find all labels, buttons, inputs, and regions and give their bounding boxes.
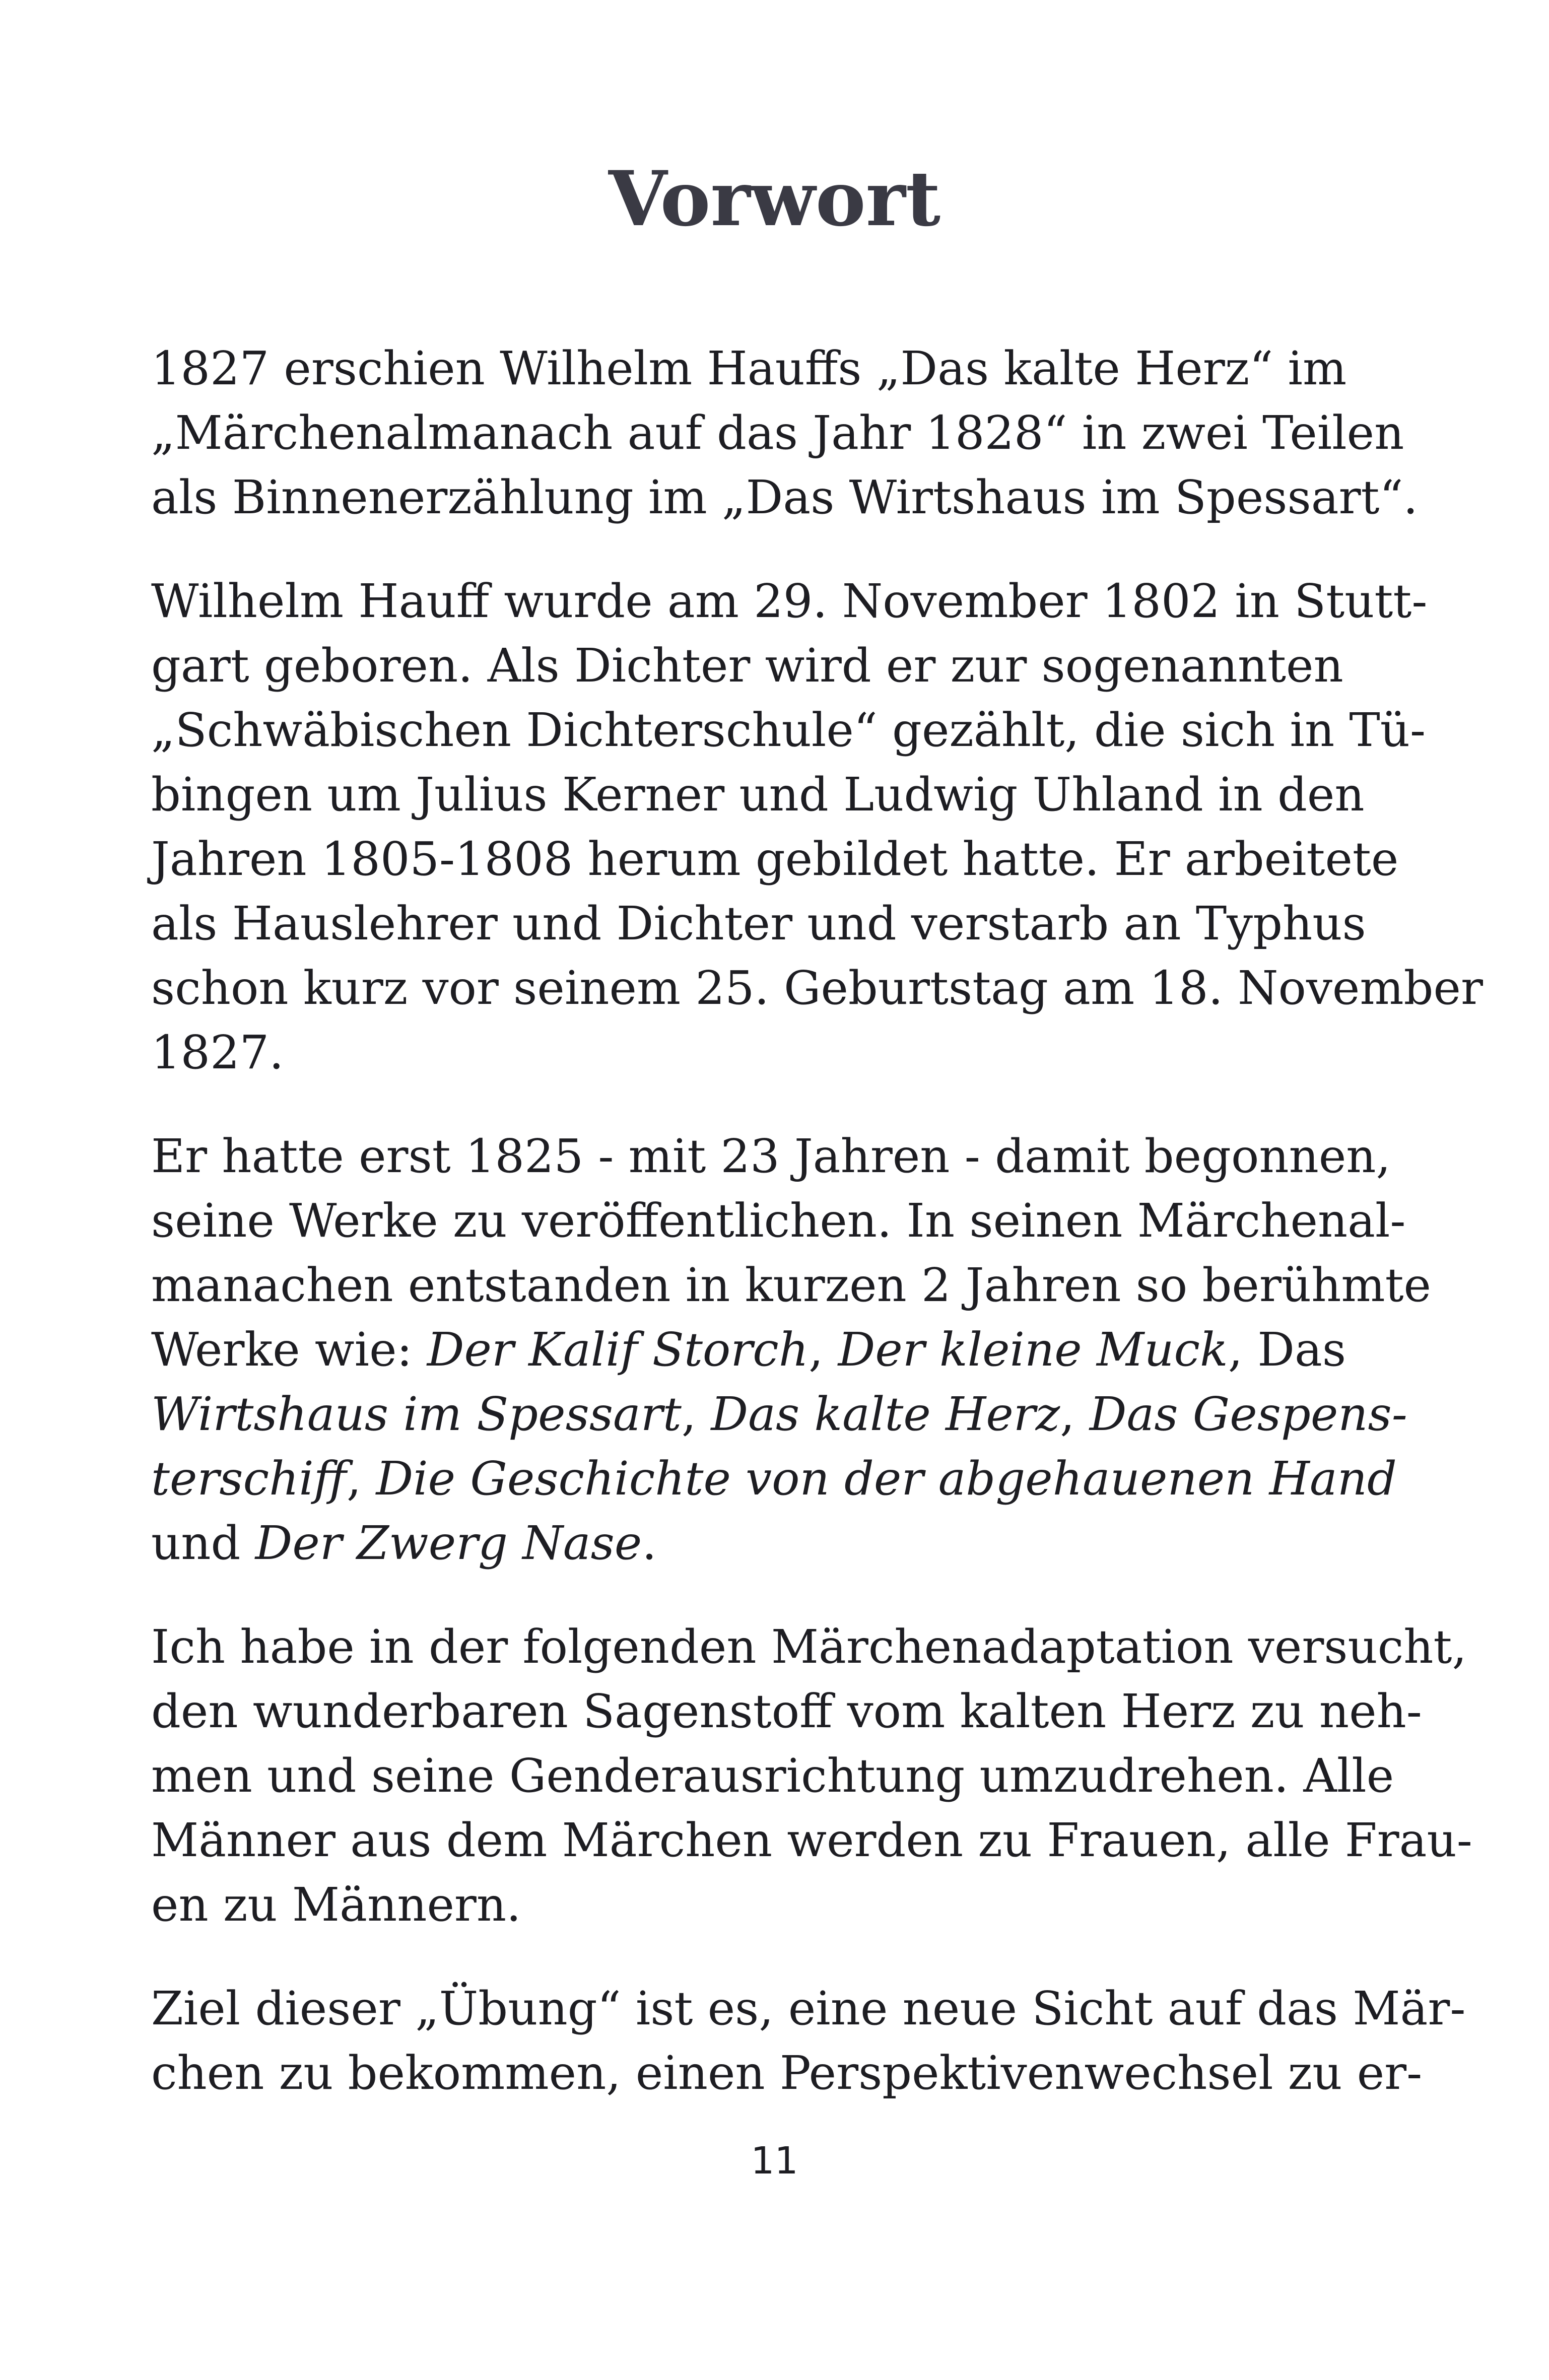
work-title: Die Geschichte von der abgehauenen Hand [376, 1452, 1397, 1506]
text-segment: 1827 erschien Wilhelm Hauffs „Das kalte Herz“ im [151, 342, 1347, 395]
text-segment: den wunderbaren Sagenstoff vom kalten Herz zu neh- [151, 1684, 1422, 1738]
text-segment: als Hauslehrer und Dichter und verstarb an Typhus [151, 897, 1366, 950]
text-line [151, 1679, 1422, 1744]
text-segment: , Das [1228, 1323, 1346, 1377]
text-segment: und [151, 1516, 255, 1570]
text-segment: Wilhelm Hauff wurde am 29. November 1802 in Stutt- [151, 574, 1428, 628]
paragraph [151, 1615, 1472, 1937]
text-segment: „Märchenalmanach auf das Jahr 1828“ in zwei Teilen [151, 406, 1404, 460]
text-line [151, 956, 1483, 1021]
text-line [151, 465, 1418, 530]
work-title: Der kleine Muck [838, 1323, 1228, 1377]
work-title: Das Gespens- [1089, 1387, 1407, 1441]
text-segment: „Schwäbischen Dichterschule“ gezählt, die sich in Tü- [151, 703, 1426, 757]
text-line [151, 401, 1404, 465]
text-line [151, 2041, 1423, 2105]
work-title: Das kalte Herz [711, 1387, 1060, 1441]
text-segment: . [642, 1516, 657, 1570]
text-segment: gart geboren. Als Dichter wird er zur sogenannten [151, 639, 1343, 693]
paragraph [151, 569, 1483, 1085]
text-segment: Ich habe in der folgenden Märchenadaptation versucht, [151, 1620, 1467, 1674]
text-line [151, 1253, 1432, 1318]
text-line [151, 1511, 1400, 1576]
text-segment: , [681, 1387, 711, 1441]
text-segment: chen zu bekommen, einen Perspektivenwechsel zu er- [151, 2046, 1423, 2100]
page-number: 11 [751, 2139, 798, 2183]
text-line [151, 336, 1400, 401]
text-line [151, 1189, 1406, 1253]
text-segment: schon kurz vor seinem 25. Geburtstag am 18. November [151, 961, 1483, 1015]
text-line [151, 892, 1400, 956]
paragraph [151, 1977, 1466, 2105]
work-title: terschiff [151, 1452, 347, 1506]
text-segment: men und seine Genderausrichtung umzudrehen. Alle [151, 1749, 1394, 1803]
text-line [151, 698, 1426, 763]
text-segment: seine Werke zu veröffentlichen. In seinen Märchenal- [151, 1194, 1406, 1248]
text-line [151, 634, 1400, 698]
body-text [151, 336, 1483, 2145]
text-segment: manachen entstanden in kurzen 2 Jahren so berühmte [151, 1258, 1432, 1312]
text-line [151, 1615, 1467, 1679]
text-segment: Werke wie: [151, 1323, 427, 1377]
text-line [151, 1744, 1400, 1808]
text-segment: , [347, 1452, 376, 1506]
text-line [151, 1873, 1400, 1937]
text-segment: , [809, 1323, 838, 1377]
text-segment: bingen um Julius Kerner und Ludwig Uhland in den [151, 768, 1365, 822]
text-segment: als Binnenerzählung im „Das Wirtshaus im Spessart“. [151, 470, 1418, 524]
text-line [151, 1318, 1400, 1382]
text-segment: Jahren 1805-1808 herum gebildet hatte. Er arbeitete [151, 832, 1399, 886]
work-title: Wirtshaus im Spessart [151, 1387, 682, 1441]
text-line [151, 1977, 1466, 2041]
work-title: Der Zwerg Nase [255, 1516, 642, 1570]
paragraph [151, 336, 1418, 530]
text-line [151, 827, 1400, 892]
text-line [151, 569, 1428, 634]
text-segment: en zu Männern. [151, 1878, 521, 1932]
work-title: Der Kalif Storch [427, 1323, 809, 1377]
chapter-title: Vorwort [608, 155, 941, 243]
text-segment: , [1060, 1387, 1090, 1441]
text-segment: Männer aus dem Märchen werden zu Frauen, alle Frau- [151, 1813, 1472, 1867]
text-line [151, 763, 1400, 827]
text-segment: Er hatte erst 1825 - mit 23 Jahren - damit begonnen, [151, 1129, 1391, 1183]
text-segment: 1827. [151, 1026, 284, 1079]
text-line [151, 1021, 1400, 1085]
text-line [151, 1808, 1472, 1873]
paragraph [151, 1124, 1432, 1576]
text-line [151, 1124, 1400, 1189]
text-line [151, 1382, 1407, 1447]
text-line [151, 1447, 1400, 1511]
text-segment: Ziel dieser „Übung“ ist es, eine neue Sicht auf das Mär- [151, 1982, 1466, 2035]
